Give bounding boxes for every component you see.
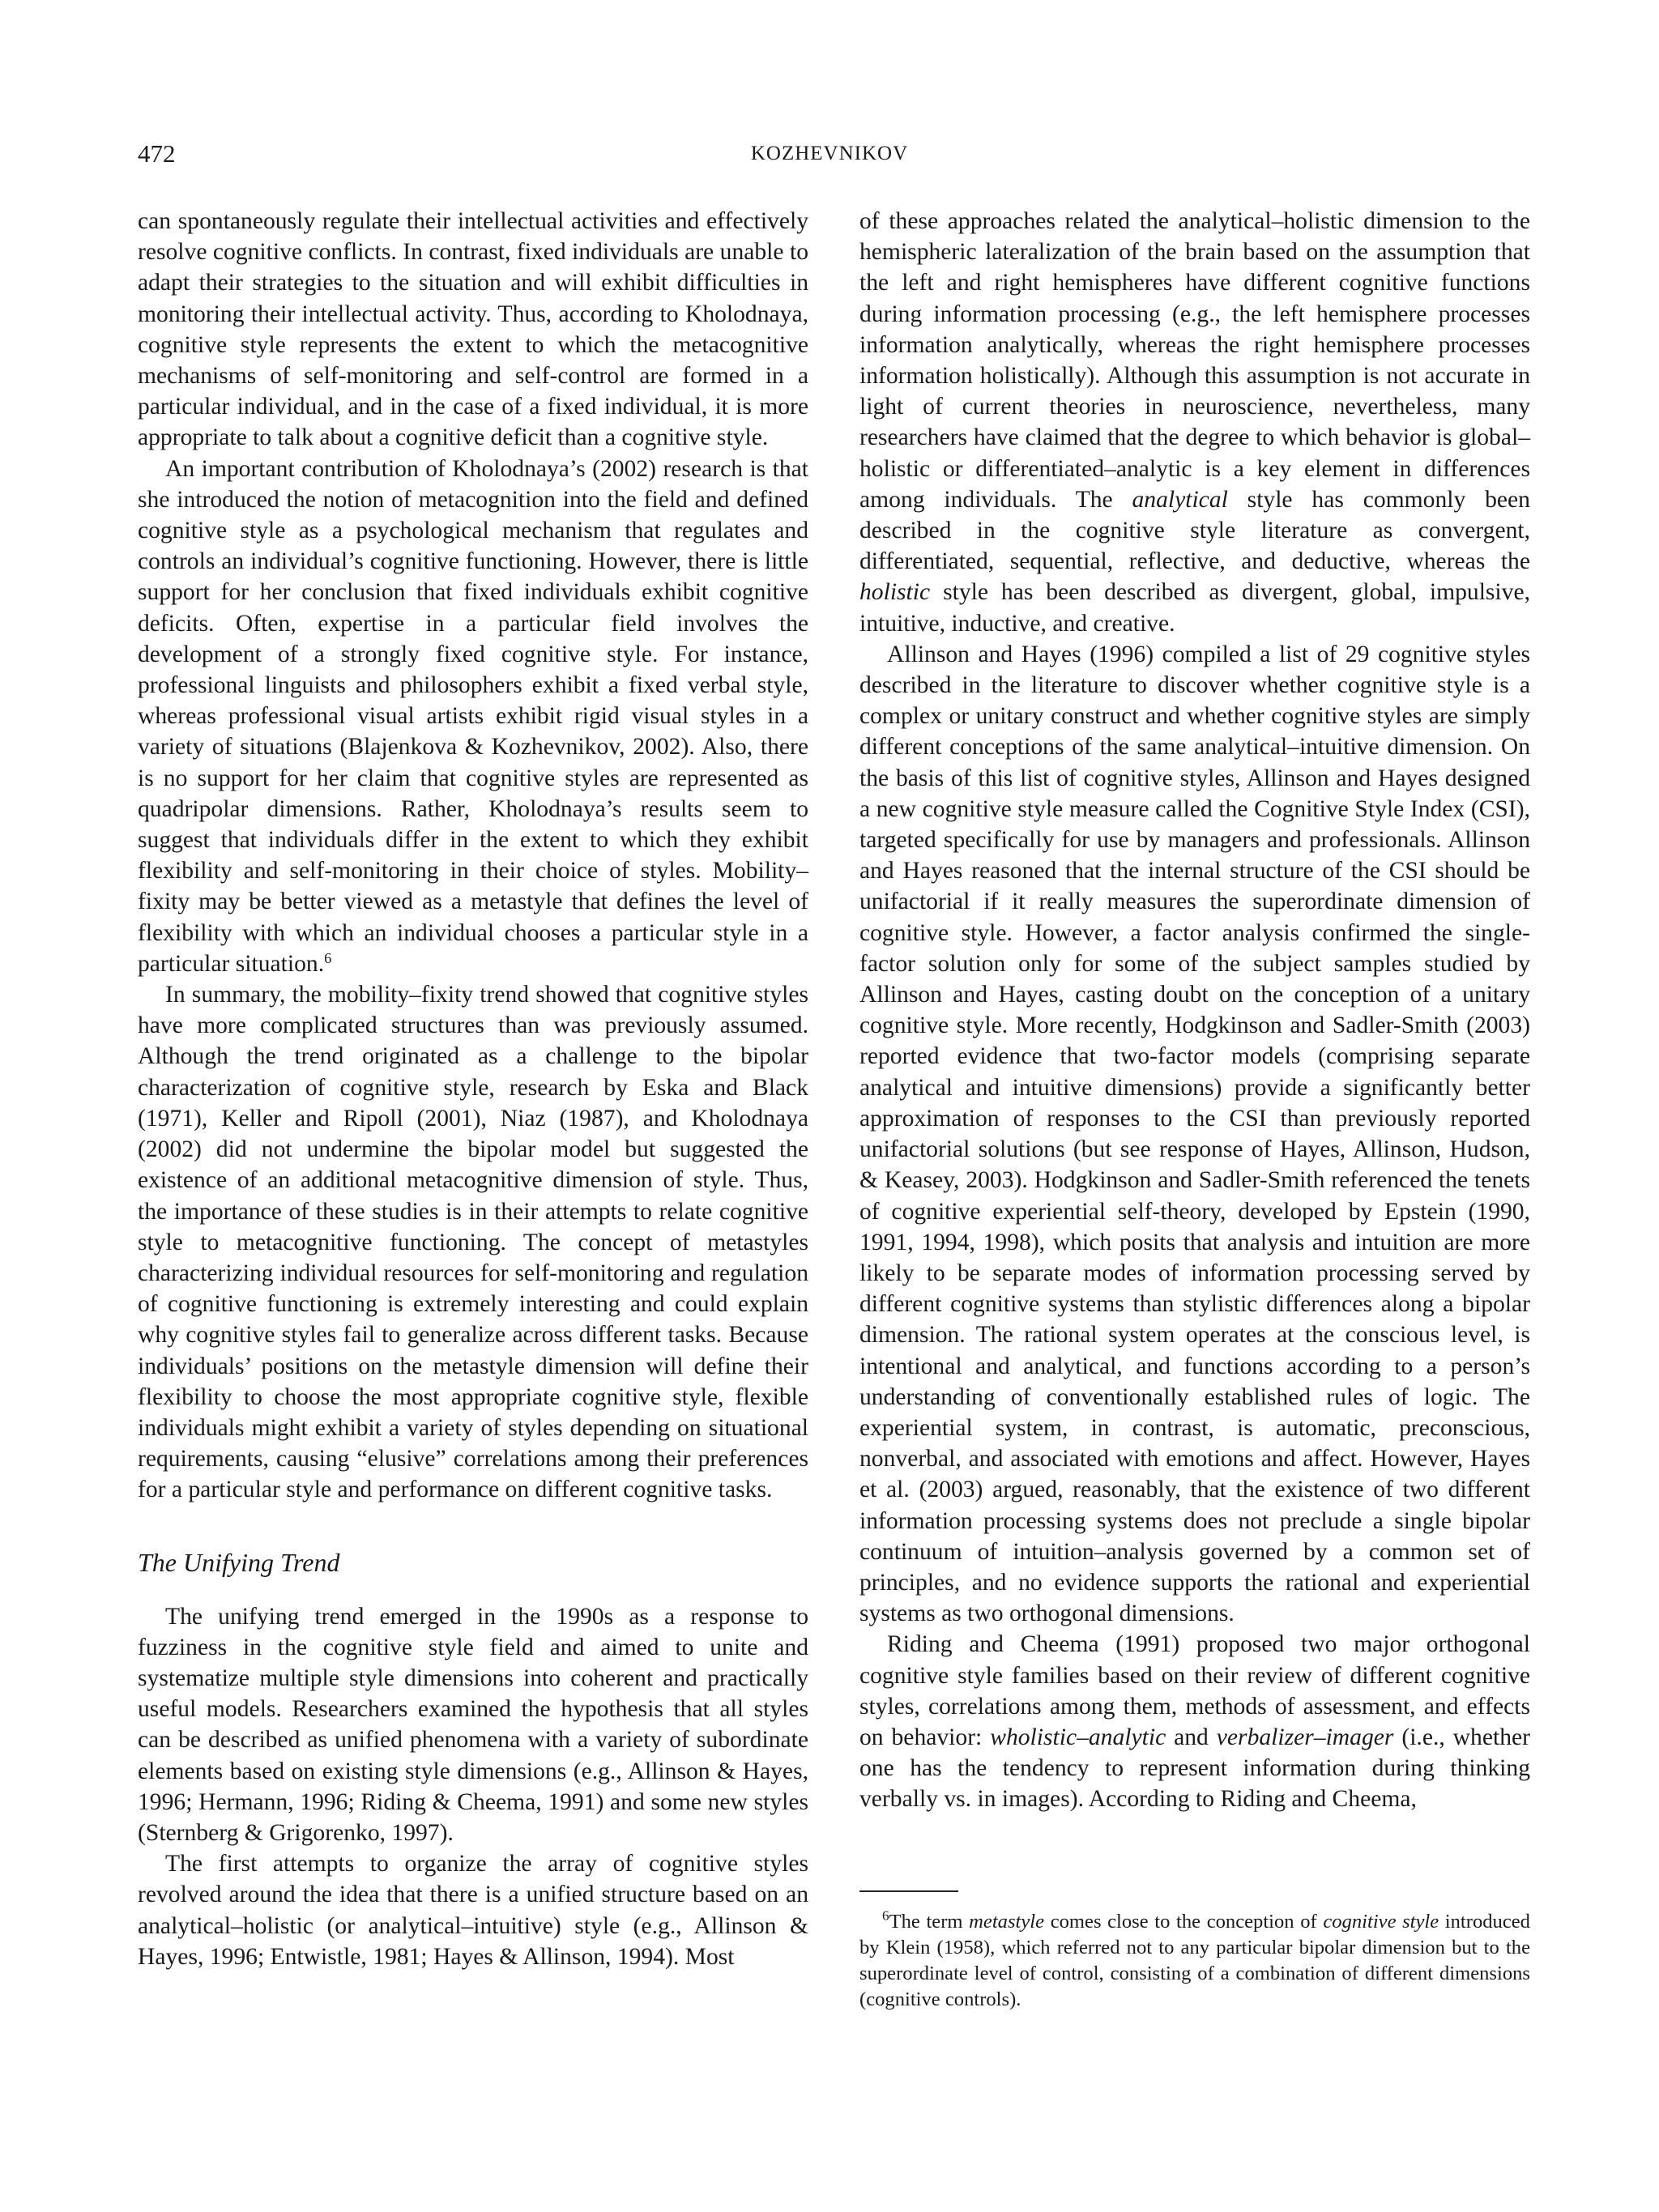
paragraph: In summary, the mobility–fixity trend showed that cognitive styles have more complicated structures than was previously assumed. Although the trend originated as a challenge to the bipolar characterization of cognitive style, research by Eska and Black (1971), Keller and Ripoll (2001), Niaz (1987), and Kholodnaya (2002) did not undermine the bipolar model but suggested the existence of an additional metacognitive dimension of style. Thus, the importance of these studies is in their attempts to relate cognitive style to metacognitive functioning. The concept of metastyles characterizing individual resources for self-monitoring and regulation of cognitive functioning is extremely interesting and could explain why cognitive styles fail to generalize across different tasks. Because individuals’ positions on the metastyle dimension will define their flexibility to choose the most appropriate cognitive style, flexible individuals might exhibit a variety of styles depending on situational requirements, causing “elusive” correlations among their preferences for a particular style and performance on different cognitive tasks. bbox=[138, 982, 808, 1503]
footnote-text: The term bbox=[889, 1911, 963, 1933]
footnote-marker: 6 bbox=[324, 949, 332, 966]
footnote-number: 6 bbox=[882, 1907, 889, 1924]
paragraph: The first attempts to organize the array of cognitive styles revolved around the idea that there is a unified structure based on an analytical–holistic (or analytical–intuitive) style (e.g., Allinson & Hayes, 1996; Entwistle, 1981; Hayes & Allinson, 1994). Most bbox=[138, 1851, 808, 1970]
paragraph bbox=[859, 206, 1530, 639]
footnote-text: introduced by Klein (1958), which referred not to any particular bipolar dimension but to the superordinate level of control, consisting of a combination of different dimensions (cognitive controls). bbox=[859, 1911, 1530, 2010]
emphasis: wholistic–analytic bbox=[990, 1724, 1166, 1750]
paragraph-text: Riding and Cheema (1991) proposed two major orthogonal cognitive style families based on their review of different cognitive styles, correlations among them, methods of assessment, and effects on behavior: bbox=[859, 1631, 1530, 1750]
section-heading: The Unifying Trend bbox=[138, 1547, 340, 1577]
footnote-rule bbox=[859, 1890, 958, 1892]
paragraph: Allinson and Hayes (1996) compiled a list of 29 cognitive styles described in the literature to discover whether cognitive style is a complex or unitary construct and whether cognitive styles are simply different conceptions of the same analytical–intuitive dimension. On the basis of this list of cognitive styles, Allinson and Hayes designed a new cognitive style measure called the Cognitive Style Index (CSI), targeted specifically for use by managers and professionals. Allinson and Hayes reasoned that the internal structure of the CSI should be unifactorial if it really measures the superordinate dimension of cognitive style. However, a factor analysis confirmed the single-factor solution only for some of the subject samples studied by Allinson and Hayes, casting doubt on the conception of a unitary cognitive style. More recently, Hodgkinson and Sadler-Smith (2003) reported evidence that two-factor models (comprising separate analytical and intuitive dimensions) provide a significantly better approximation of responses to the CSI than previously reported unifactorial solutions (but see response of Hayes, Allinson, Hudson, & Keasey, 2003). Hodgkinson and Sadler-Smith referenced the tenets of cognitive experiential self-theory, developed by Epstein (1990, 1991, 1994, 1998), which posits that analysis and intuition are more likely to be separate modes of information processing served by different cognitive systems than stylistic differences along a bipolar dimension. The rational system operates at the conscious level, is intentional and analytical, and functions according to a person’s understanding of conventionally established rules of logic. The experiential system, in contrast, is automatic, preconscious, nonverbal, and associated with emotions and affect. However, Hayes et al. (2003) argued, reasonably, that the existence of two different information processing systems does not preclude a single bipolar continuum of intuition–analysis governed by a common set of principles, and no evidence supports the rational and experiential systems as two orthogonal dimensions. bbox=[859, 641, 1530, 1627]
paragraph-text: An important contribution of Kholodnaya’s (2002) research is that she introduced the notion of metacognition into the field and defined cognitive style as a psychological mechanism that regulates and controls an individual’s cognitive functioning. However, there is little support for her conclusion that fixed individuals exhibit cognitive deficits. Often, expertise in a particular field involves the development of a strongly fixed cognitive style. For instance, professional linguists and philosophers exhibit a fixed verbal style, whereas professional visual artists exhibit rigid visual styles in a variety of situations (Blajenkova & Kozhevnikov, 2002). Also, there is no support for her claim that cognitive styles are represented as quadripolar dimensions. Rather, Kholodnaya’s results seem to suggest that individuals differ in the extent to which they exhibit flexibility and self-monitoring in their choice of styles. Mobility–fixity may be better viewed as a metastyle that defines the level of flexibility with which an individual chooses a particular style in a particular situation. bbox=[138, 455, 808, 977]
emphasis: holistic bbox=[859, 579, 931, 606]
emphasis: verbalizer–imager bbox=[1216, 1724, 1394, 1750]
page-number: 472 bbox=[138, 139, 176, 168]
paragraph-text: and bbox=[1174, 1724, 1209, 1750]
paragraph bbox=[138, 454, 808, 979]
footnote-paragraph bbox=[859, 1909, 1530, 2013]
footnote bbox=[859, 1909, 1530, 2013]
left-column bbox=[138, 206, 808, 1972]
paragraph-text: style has commonly been described in the cognitive style literature as convergent, differentiated, sequential, reflective, and deductive, whereas the bbox=[859, 486, 1530, 575]
paragraph-text: of these approaches related the analytical–holistic dimension to the hemispheric lateralization of the brain based on the assumption that the left and right hemispheres have different cognitive functions during information processing (e.g., the left hemisphere processes information analytically, whereas the right hemisphere processes information holistically). Although this assumption is not accurate in light of current theories in neuroscience, nevertheless, many researchers have claimed that the degree to which behavior is global–holistic or differentiated–analytic is a key element in differences among individuals. The bbox=[859, 208, 1530, 513]
paragraph-text: (i.e., whether one has the tendency to represent information during thinking verbally vs. in images). According to Riding and Cheema, bbox=[859, 1724, 1530, 1813]
paragraph-text: style has been described as divergent, global, impulsive, intuitive, inductive, and creative. bbox=[859, 579, 1530, 637]
emphasis: metastyle bbox=[969, 1911, 1045, 1933]
footnote-text: comes close to the conception of bbox=[1050, 1911, 1317, 1933]
right-column bbox=[859, 206, 1530, 1815]
emphasis: analytical bbox=[1132, 486, 1228, 513]
running-head: KOZHEVNIKOV bbox=[750, 143, 909, 164]
paragraph: The unifying trend emerged in the 1990s as a response to fuzziness in the cognitive style field and aimed to unite and systematize multiple style dimensions into coherent and practically useful models. Researchers examined the hypothesis that all styles can be described as unified phenomena with a variety of subordinate elements based on existing style dimensions (e.g., Allinson & Hayes, 1996; Hermann, 1996; Riding & Cheema, 1991) and some new styles (Sternberg & Grigorenko, 1997). bbox=[138, 1603, 808, 1846]
paragraph bbox=[859, 1629, 1530, 1814]
paragraph: can spontaneously regulate their intellectual activities and effectively resolve cognitive conflicts. In contrast, fixed individuals are unable to adapt their strategies to the situation and will exhibit difficulties in monitoring their intellectual activity. Thus, according to Kholodnaya, cognitive style represents the extent to which the metacognitive mechanisms of self-monitoring and self-control are formed in a particular individual, and in the case of a fixed individual, it is more appropriate to talk about a cognitive deficit than a cognitive style. bbox=[138, 208, 808, 451]
emphasis: cognitive style bbox=[1323, 1911, 1439, 1933]
